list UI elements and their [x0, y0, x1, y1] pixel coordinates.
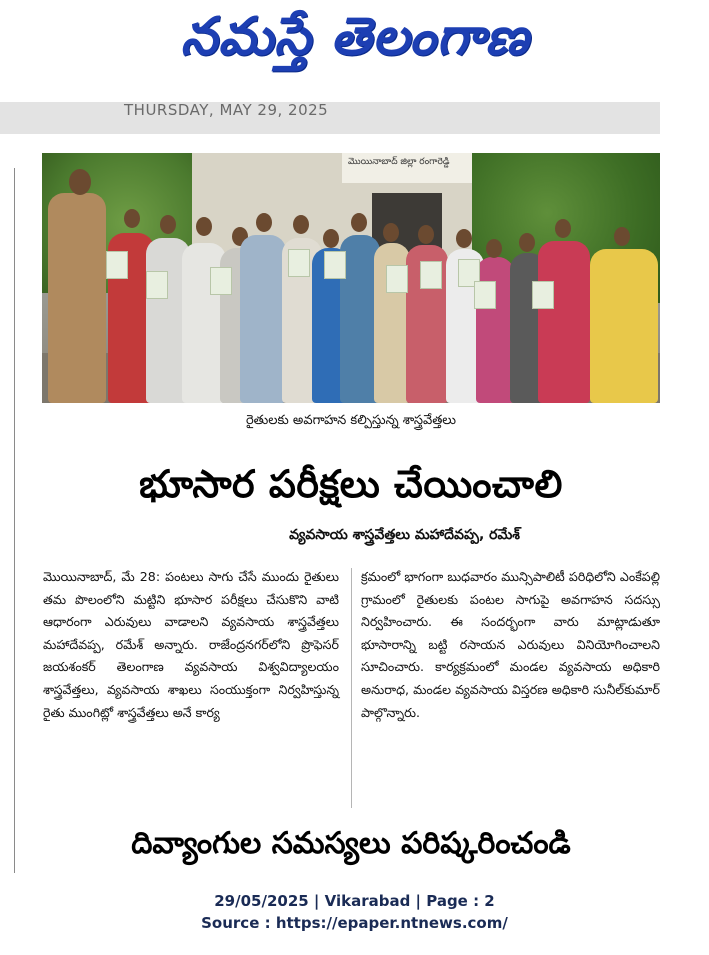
photo-pamphlet: [474, 281, 496, 309]
photo-person: [538, 241, 590, 403]
photo-signboard: మొయినాబాద్ జిల్లా రంగారెడ్డి: [342, 153, 512, 183]
photo-person-head: [323, 229, 339, 248]
photo-pamphlet: [324, 251, 346, 279]
photo-pamphlet: [420, 261, 442, 289]
photo-pamphlet: [288, 249, 310, 277]
photo-pamphlet: [106, 251, 128, 279]
footer-source-link[interactable]: Source : https://epaper.ntnews.com/: [201, 914, 508, 932]
photo-person-head: [256, 213, 272, 232]
photo-person-head: [486, 239, 502, 258]
photo-person-head: [418, 225, 434, 244]
photo-person-head: [383, 223, 399, 242]
photo-person-head: [555, 219, 571, 238]
news-photo: [42, 153, 660, 403]
article-headline: భూసార పరీక్షలు చేయించాలి: [139, 462, 563, 506]
left-column-rule: [14, 168, 15, 873]
footer-date-edition-page: 29/05/2025 | Vikarabad | Page : 2: [214, 892, 495, 910]
photo-person-head: [124, 209, 140, 228]
second-article-headline: దివ్యాంగుల సమస్యలు పరిష్కరించండి: [131, 826, 571, 861]
photo-person: [240, 235, 286, 403]
photo-person: [590, 249, 658, 403]
article-column-2: క్రమంలో భాగంగా బుధవారం మున్సిపాలిటీ పరిధిలోని ఎంకేపల్లి గ్రామంలో రైతులకు పంటల సాగుపై అవగాహన సదస్సు నిర్వహించారు. ఈ సందర్భంగా వారు మాట్లాడుతూ భూసారాన్ని బట్టి రసాయన ఎరువులు వినియోగించాలని సూచించారు. కార్యక్రమంలో మండల వ్యవసాయ అధికారి అనురాధ, మండల వ్యవసాయ విస్తరణ అధికారి సునీల్‌కుమార్ పాల్గొన్నారు.: [361, 569, 660, 720]
article-column-1: మొయినాబాద్, మే 28: పంటలు సాగు చేసే ముందు రైతులు తమ పొలంలోని మట్టిని భూసార పరీక్షలు చేసుకొని వాటి ఆధారంగా ఎరువులు వాడాలని వ్యవసాయ శాస్త్రవేత్తలు మహాదేవప్ప, రమేశ్ అన్నారు. రాజేంద్రనగర్‌లోని ప్రొఫెసర్ జయశంకర్ తెలంగాణ వ్యవసాయ విశ్వవిద్యాలయం శాస్త్రవేత్తలు, వ్యవసాయ శాఖలు సంయుక్తంగా నిర్వహిస్తున్న రైతు ముంగిట్లో శాస్త్రవేత్తలు అనే కార్య: [43, 569, 339, 720]
page-footer: [0, 890, 709, 934]
photo-pamphlet: [386, 265, 408, 293]
photo-person-head: [456, 229, 472, 248]
photo-pamphlet: [210, 267, 232, 295]
photo-caption: రైతులకు అవగాహన కల్పిస్తున్న శాస్త్రవేత్తలు: [245, 413, 457, 428]
photo-person: [476, 257, 514, 403]
article-subheadline: వ్యవసాయ శాస్త్రవేత్తలు మహాదేవప్ప, రమేశ్: [289, 527, 520, 543]
masthead: [0, 0, 709, 78]
publication-date: THURSDAY, MAY 29, 2025: [124, 101, 329, 119]
photo-person-head: [519, 233, 535, 252]
column-divider: [351, 568, 352, 808]
date-band: [0, 102, 660, 134]
photo-person-head: [160, 215, 176, 234]
photo-person-head: [614, 227, 630, 246]
photo-person-head: [196, 217, 212, 236]
photo-person-head: [69, 169, 91, 195]
photo-pamphlet: [146, 271, 168, 299]
photo-pamphlet: [532, 281, 554, 309]
photo-person-head: [351, 213, 367, 232]
photo-person-head: [293, 215, 309, 234]
newspaper-logo-title: నమస్తే తెలంగాణ: [180, 7, 530, 67]
photo-person: [48, 193, 106, 403]
